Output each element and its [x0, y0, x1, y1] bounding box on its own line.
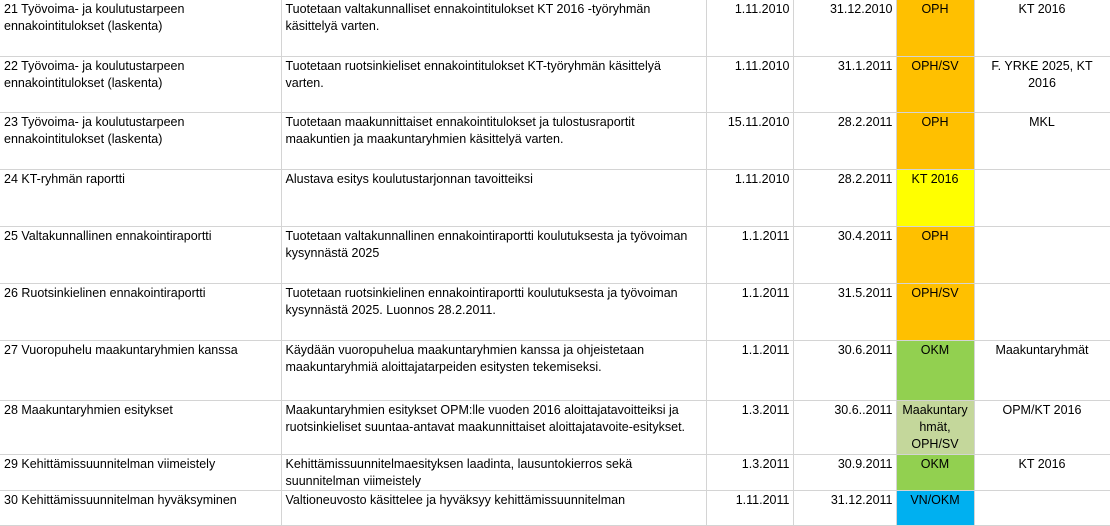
- end-date-cell[interactable]: 30.9.2011: [793, 454, 896, 490]
- table-row: [0, 490, 1110, 525]
- start-date-cell[interactable]: 1.3.2011: [706, 454, 793, 490]
- task-cell[interactable]: 25 Valtakunnallinen ennakointiraportti: [0, 226, 281, 283]
- task-cell[interactable]: 28 Maakuntaryhmien esitykset: [0, 400, 281, 454]
- responsible-cell[interactable]: OPH: [896, 0, 974, 56]
- table-row: [0, 169, 1110, 226]
- end-date-cell[interactable]: 30.6.2011: [793, 340, 896, 400]
- task-cell[interactable]: 22 Työvoima- ja koulutustarpeen ennakointitulokset (laskenta): [0, 56, 281, 112]
- description-cell[interactable]: Tuotetaan maakunnittaiset ennakointitulokset ja tulostusraportit maakuntien ja maakuntaryhmien käsittelyä varten.: [281, 112, 706, 169]
- responsible-cell[interactable]: OKM: [896, 340, 974, 400]
- note-cell[interactable]: OPM/KT 2016: [974, 400, 1110, 454]
- task-cell[interactable]: 23 Työvoima- ja koulutustarpeen ennakointitulokset (laskenta): [0, 112, 281, 169]
- note-cell[interactable]: KT 2016: [974, 454, 1110, 490]
- task-cell[interactable]: 24 KT-ryhmän raportti: [0, 169, 281, 226]
- table-row: [0, 340, 1110, 400]
- description-cell[interactable]: Tuotetaan valtakunnalliset ennakointitulokset KT 2016 -työryhmän käsittelyä varten.: [281, 0, 706, 56]
- start-date-cell[interactable]: 1.1.2011: [706, 340, 793, 400]
- description-cell[interactable]: Maakuntaryhmien esitykset OPM:lle vuoden 2016 aloittajatavoitteiksi ja ruotsinkieliset suuntaa-antavat maakunnittaiset aloittajatavoite-esitykset.: [281, 400, 706, 454]
- task-cell[interactable]: 29 Kehittämissuunnitelman viimeistely: [0, 454, 281, 490]
- task-cell[interactable]: 26 Ruotsinkielinen ennakointiraportti: [0, 283, 281, 340]
- end-date-cell[interactable]: 31.12.2011: [793, 490, 896, 525]
- description-cell[interactable]: Käydään vuoropuhelua maakuntaryhmien kanssa ja ohjeistetaan maakuntaryhmiä aloittajatarpeiden esitysten tekemiseksi.: [281, 340, 706, 400]
- responsible-cell[interactable]: VN/OKM: [896, 490, 974, 525]
- description-cell[interactable]: Valtioneuvosto käsittelee ja hyväksyy kehittämissuunnitelman: [281, 490, 706, 525]
- description-cell[interactable]: Alustava esitys koulutustarjonnan tavoitteiksi: [281, 169, 706, 226]
- responsible-cell[interactable]: OKM: [896, 454, 974, 490]
- table-row: [0, 400, 1110, 454]
- description-cell[interactable]: Tuotetaan ruotsinkieliset ennakointitulokset KT-työryhmän käsittelyä varten.: [281, 56, 706, 112]
- description-cell[interactable]: Kehittämissuunnitelmaesityksen laadinta, lausuntokierros sekä suunnitelman viimeistely: [281, 454, 706, 490]
- note-cell[interactable]: [974, 226, 1110, 283]
- table-row: [0, 0, 1110, 56]
- end-date-cell[interactable]: 30.6..2011: [793, 400, 896, 454]
- start-date-cell[interactable]: 1.11.2011: [706, 490, 793, 525]
- start-date-cell[interactable]: 1.1.2011: [706, 283, 793, 340]
- task-cell[interactable]: 27 Vuoropuhelu maakuntaryhmien kanssa: [0, 340, 281, 400]
- table-row: [0, 112, 1110, 169]
- note-cell[interactable]: F. YRKE 2025, KT 2016: [974, 56, 1110, 112]
- responsible-cell[interactable]: OPH: [896, 112, 974, 169]
- responsible-cell[interactable]: OPH/SV: [896, 283, 974, 340]
- responsible-cell[interactable]: KT 2016: [896, 169, 974, 226]
- description-cell[interactable]: Tuotetaan ruotsinkielinen ennakointiraportti koulutuksesta ja työvoiman kysynnästä 2025. Luonnos 28.2.2011.: [281, 283, 706, 340]
- table-row: [0, 454, 1110, 490]
- note-cell[interactable]: [974, 490, 1110, 525]
- responsible-cell[interactable]: OPH/SV: [896, 56, 974, 112]
- table-row: [0, 226, 1110, 283]
- note-cell[interactable]: Maakuntaryhmät: [974, 340, 1110, 400]
- end-date-cell[interactable]: 30.4.2011: [793, 226, 896, 283]
- note-cell[interactable]: MKL: [974, 112, 1110, 169]
- end-date-cell[interactable]: 31.1.2011: [793, 56, 896, 112]
- start-date-cell[interactable]: 1.3.2011: [706, 400, 793, 454]
- task-cell[interactable]: 30 Kehittämissuunnitelman hyväksyminen: [0, 490, 281, 525]
- note-cell[interactable]: [974, 283, 1110, 340]
- table-row: [0, 283, 1110, 340]
- table-row: [0, 56, 1110, 112]
- note-cell[interactable]: [974, 169, 1110, 226]
- task-cell[interactable]: 21 Työvoima- ja koulutustarpeen ennakointitulokset (laskenta): [0, 0, 281, 56]
- end-date-cell[interactable]: 31.5.2011: [793, 283, 896, 340]
- end-date-cell[interactable]: 28.2.2011: [793, 169, 896, 226]
- responsible-cell[interactable]: OPH: [896, 226, 974, 283]
- note-cell[interactable]: KT 2016: [974, 0, 1110, 56]
- responsible-cell[interactable]: Maakuntary hmät, OPH/SV: [896, 400, 974, 454]
- start-date-cell[interactable]: 1.11.2010: [706, 56, 793, 112]
- start-date-cell[interactable]: 1.11.2010: [706, 169, 793, 226]
- end-date-cell[interactable]: 28.2.2011: [793, 112, 896, 169]
- start-date-cell[interactable]: 15.11.2010: [706, 112, 793, 169]
- start-date-cell[interactable]: 1.1.2011: [706, 226, 793, 283]
- start-date-cell[interactable]: 1.11.2010: [706, 0, 793, 56]
- description-cell[interactable]: Tuotetaan valtakunnallinen ennakointiraportti koulutuksesta ja työvoiman kysynnästä 2025: [281, 226, 706, 283]
- end-date-cell[interactable]: 31.12.2010: [793, 0, 896, 56]
